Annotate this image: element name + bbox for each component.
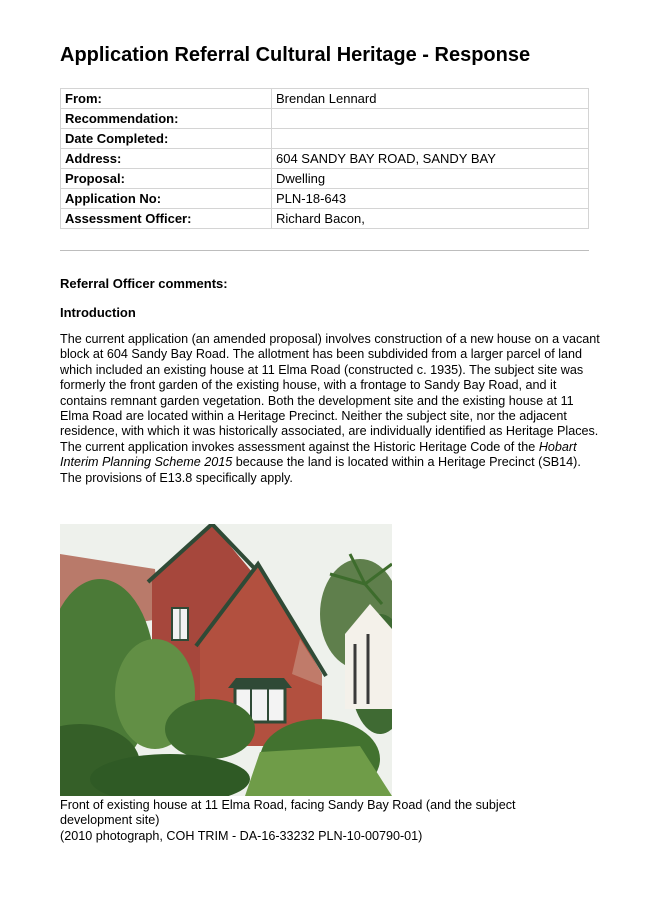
divider	[60, 250, 589, 251]
page-title: Application Referral Cultural Heritage - Response	[60, 44, 531, 66]
details-table	[60, 88, 589, 229]
photo-caption	[60, 798, 580, 844]
from-label: From:	[61, 89, 272, 109]
table-row	[61, 169, 589, 189]
table-row	[61, 109, 589, 129]
table-row	[61, 189, 589, 209]
introduction-paragraph	[60, 332, 600, 486]
table-row	[61, 149, 589, 169]
house-photo-illustration	[60, 524, 392, 796]
application-no-label: Application No:	[61, 189, 272, 209]
photo-caption-line1: Front of existing house at 11 Elma Road, facing Sandy Bay Road (and the subject development site)	[60, 798, 516, 828]
application-no-value: PLN-18-643	[272, 189, 589, 209]
table-row	[61, 209, 589, 229]
planning-scheme-name: Hobart Interim Planning Scheme 2015	[60, 439, 577, 470]
intro-text-part1: The current application (an amended proposal) involves construction of a new house on a vacant block at 604 Sandy Bay Road. The allotment has been subdivided from a larger parcel of land which included an existing house at 11 Elma Road (constructed c. 1935). The subject site was formerly the front garden of the existing house, with a frontage to Sandy Bay Road, and it contains remnant garden vegetation. Both the development site and the existing house at 11 Elma Road are located within a Heritage Precinct. Neither the subject site, nor the adjacent residence, with which it was historically associated, are individually identified as Heritage Places. The current application invokes assessment against the Historic Heritage Code of the	[60, 332, 600, 454]
house-photo	[60, 524, 392, 796]
address-label: Address:	[61, 149, 272, 169]
date-completed-label: Date Completed:	[61, 129, 272, 149]
introduction-heading: Introduction	[60, 305, 136, 320]
table-row	[61, 129, 589, 149]
address-value: 604 SANDY BAY ROAD, SANDY BAY	[272, 149, 589, 169]
proposal-label: Proposal:	[61, 169, 272, 189]
photo-caption-line2: (2010 photograph, COH TRIM - DA-16-33232 PLN-10-00790-01)	[60, 828, 423, 843]
date-completed-value	[272, 129, 589, 149]
proposal-value: Dwelling	[272, 169, 589, 189]
intro-text-part2: because the land is located within a Heritage Precinct (SB14). The provisions of E13.8 specifically apply.	[60, 455, 581, 485]
assessment-officer-label: Assessment Officer:	[61, 209, 272, 229]
from-value: Brendan Lennard	[272, 89, 589, 109]
comments-heading: Referral Officer comments:	[60, 276, 228, 291]
table-row	[61, 89, 589, 109]
garden-shrub	[165, 699, 255, 759]
recommendation-value	[272, 109, 589, 129]
assessment-officer-value: Richard Bacon,	[272, 209, 589, 229]
recommendation-label: Recommendation:	[61, 109, 272, 129]
